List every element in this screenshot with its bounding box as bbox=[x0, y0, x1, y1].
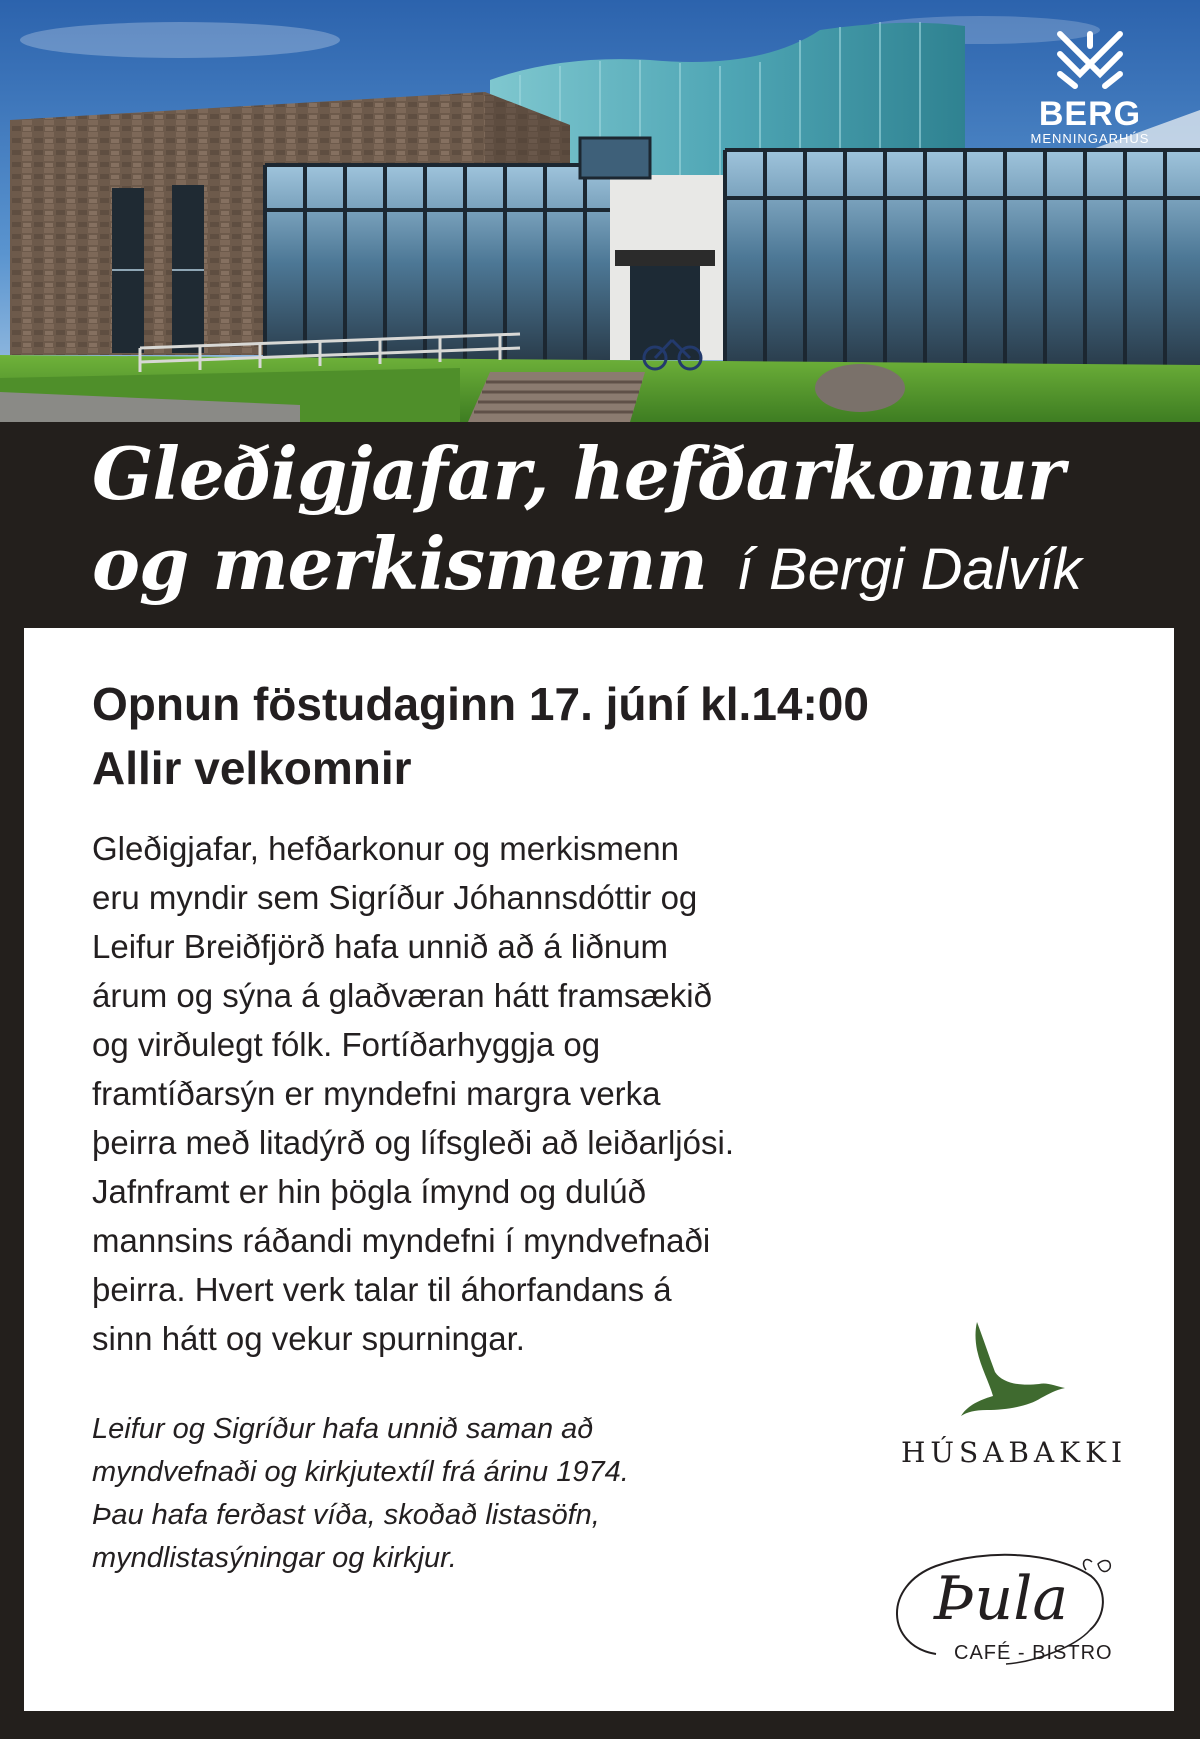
bird-icon bbox=[959, 1318, 1069, 1423]
note-line: Leifur og Sigríður hafa unnið saman að bbox=[92, 1413, 594, 1445]
opening-heading bbox=[92, 672, 1092, 800]
thula-subtitle: CAFÉ - BISTRO bbox=[954, 1642, 1113, 1664]
husabakki-name: HÚSABAKKI bbox=[900, 1436, 1128, 1469]
berg-knot-icon bbox=[1050, 24, 1130, 94]
content-panel bbox=[24, 628, 1174, 1711]
artists-note bbox=[92, 1408, 792, 1580]
husabakki-logo bbox=[864, 1318, 1164, 1469]
description-line: Jafnframt er hin þögla ímynd og dulúð bbox=[92, 1173, 646, 1210]
exhibition-title-line2 bbox=[92, 522, 1082, 627]
note-line: Þau hafa ferðast víða, skoðað listasöfn, bbox=[92, 1499, 600, 1531]
note-line: myndvefnaði og kirkjutextíl frá árinu 1974. bbox=[92, 1456, 629, 1488]
note-line: myndlistasýningar og kirkjur. bbox=[92, 1542, 457, 1574]
description-line: Gleðigjafar, hefðarkonur og merkismenn bbox=[92, 830, 679, 867]
description-line: Leifur Breiðfjörð hafa unnið að á liðnum bbox=[92, 928, 669, 965]
berg-logo bbox=[1020, 24, 1160, 146]
description-line: eru myndir sem Sigríður Jóhannsdóttir og bbox=[92, 879, 698, 916]
hero-photo bbox=[0, 0, 1200, 422]
exhibition-title-line1: Gleðigjafar, hefðarkonur bbox=[92, 431, 1064, 516]
description-line: árum og sýna á glaðværan hátt framsækið bbox=[92, 977, 712, 1014]
exhibition-location: í Bergi Dalvík bbox=[736, 537, 1082, 602]
exhibition-title-strong: og merkismenn bbox=[92, 521, 707, 606]
description-text bbox=[92, 824, 812, 1363]
description-line: mannsins ráðandi myndefni í myndvefnaði bbox=[92, 1222, 711, 1259]
description-line: sinn hátt og vekur spurningar. bbox=[92, 1320, 525, 1357]
berg-logo-subtitle: MENNINGARHÚS bbox=[1030, 131, 1150, 146]
description-line: og virðulegt fólk. Fortíðarhyggja og bbox=[92, 1026, 601, 1063]
berg-logo-name: BERG bbox=[1038, 95, 1142, 133]
thula-logo bbox=[876, 1546, 1146, 1686]
opening-date: Opnun föstudaginn 17. júní kl.14:00 bbox=[92, 678, 869, 730]
description-line: framtíðarsýn er myndefni margra verka bbox=[92, 1075, 661, 1112]
welcome-line: Allir velkomnir bbox=[92, 742, 412, 794]
thula-script: Þula bbox=[934, 1564, 1069, 1634]
title-band bbox=[0, 422, 1200, 628]
description-line: þeirra með litadýrð og lífsgleði að leiðarljósi. bbox=[92, 1124, 734, 1161]
description-line: þeirra. Hvert verk talar til áhorfandans á bbox=[92, 1271, 672, 1308]
